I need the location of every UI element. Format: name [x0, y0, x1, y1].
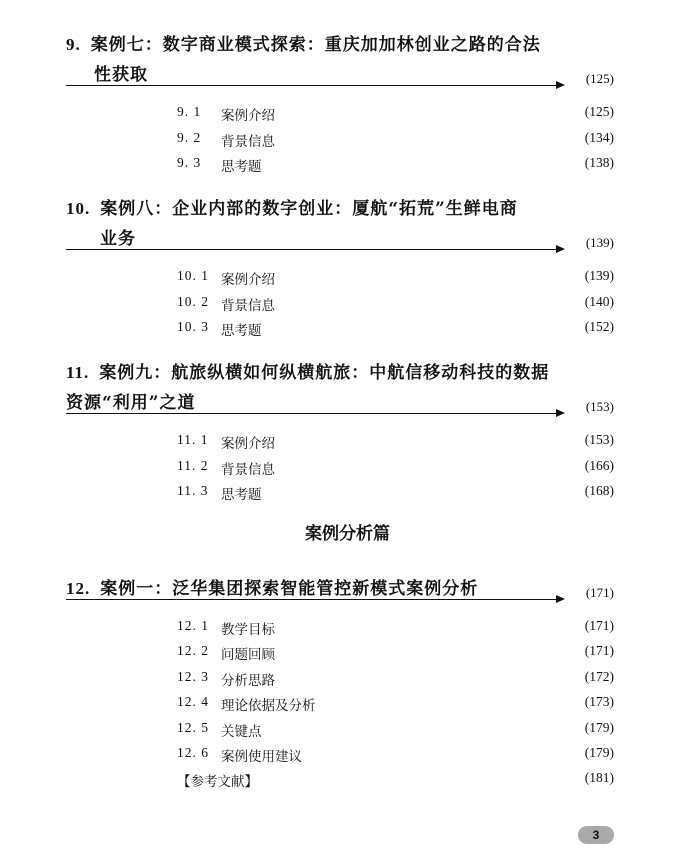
toc-section[interactable]	[177, 745, 614, 765]
section-number: 12. 4	[177, 694, 209, 709]
section-page: (140)	[584, 294, 614, 309]
chapter-title	[66, 574, 478, 599]
chapter-title-line2: 性获取	[94, 65, 148, 85]
section-title: 理论依据及分析	[221, 698, 316, 714]
chapter-title	[66, 358, 549, 383]
section-page: (179)	[584, 745, 614, 760]
toc-chapter-10[interactable]	[66, 194, 614, 249]
page-number-badge: 3	[578, 826, 614, 844]
section-title: 背景信息	[221, 462, 275, 478]
arrow-icon	[556, 245, 565, 253]
leader-line	[66, 599, 560, 600]
section-title: 思考题	[221, 487, 262, 503]
toc-section[interactable]	[177, 432, 614, 452]
chapter-page: (153)	[585, 399, 614, 414]
section-number: 12. 2	[177, 643, 209, 658]
section-number: 9. 1	[177, 104, 202, 119]
toc-section[interactable]	[177, 294, 614, 314]
toc-section[interactable]	[177, 694, 614, 714]
chapter-title-line1: 案例九：航旅纵横如何纵横航旅：中航信移动科技的数据	[99, 363, 550, 383]
chapter-title-line2: 业务	[100, 229, 136, 249]
section-number: 11. 3	[177, 483, 209, 498]
leader-line	[66, 85, 560, 86]
chapter-title	[66, 194, 518, 219]
section-page: (153)	[584, 432, 614, 447]
toc-section[interactable]	[177, 720, 614, 740]
section-title: 案例介绍	[221, 272, 275, 288]
section-number: 12. 1	[177, 618, 209, 633]
toc-section[interactable]	[177, 458, 614, 478]
section-title: 分析思路	[221, 673, 275, 689]
toc-section[interactable]	[177, 130, 614, 150]
section-title: 背景信息	[221, 298, 275, 314]
section-number: 9. 2	[177, 130, 202, 145]
toc-chapter-9[interactable]	[66, 30, 614, 85]
toc-section[interactable]	[177, 483, 614, 503]
section-page: (173)	[584, 694, 614, 709]
section-page: (139)	[584, 268, 614, 283]
section-title: 思考题	[221, 323, 262, 339]
toc-chapter-12[interactable]	[66, 574, 614, 604]
toc-references[interactable]	[177, 770, 614, 790]
chapter-number: 9.	[66, 35, 81, 54]
section-number: 10. 3	[177, 319, 209, 334]
arrow-icon	[556, 81, 565, 89]
toc-section[interactable]	[177, 268, 614, 288]
section-page: (134)	[584, 130, 614, 145]
arrow-icon	[556, 595, 565, 603]
section-page: (172)	[584, 669, 614, 684]
section-number: 12. 6	[177, 745, 209, 760]
toc-section[interactable]	[177, 643, 614, 663]
section-page: (179)	[584, 720, 614, 735]
toc-section[interactable]	[177, 319, 614, 339]
leader-line	[66, 249, 560, 250]
section-title: 问题回顾	[221, 647, 275, 663]
section-title: 关键点	[221, 724, 262, 740]
section-title: 案例介绍	[221, 108, 275, 124]
section-title: 案例使用建议	[221, 749, 302, 765]
section-number: 9. 3	[177, 155, 202, 170]
chapter-page: (139)	[585, 235, 614, 250]
chapter-title	[66, 30, 541, 55]
section-number: 12. 3	[177, 669, 209, 684]
chapter-number: 12.	[66, 579, 91, 598]
section-page: (138)	[584, 155, 614, 170]
section-page: (168)	[584, 483, 614, 498]
section-number: 11. 2	[177, 458, 209, 473]
chapter-title-line2: 资源“利用”之道	[66, 393, 196, 413]
section-number: 10. 1	[177, 268, 209, 283]
toc-chapter-11[interactable]	[66, 358, 614, 413]
section-page: (171)	[584, 643, 614, 658]
chapter-title-line1: 案例七：数字商业模式探索：重庆加加林创业之路的合法	[90, 35, 541, 55]
chapter-title-line1: 案例一：泛华集团探索智能管控新模式案例分析	[100, 579, 479, 599]
toc-section[interactable]	[177, 618, 614, 638]
toc-section[interactable]	[177, 104, 614, 124]
section-page: (166)	[584, 458, 614, 473]
chapter-page: (171)	[585, 585, 614, 600]
section-title: 案例介绍	[221, 436, 275, 452]
section-number: 12. 5	[177, 720, 209, 735]
chapter-title-line1: 案例八：企业内部的数字创业：厦航“拓荒”生鲜电商	[100, 199, 518, 219]
part-title: 案例分析篇	[305, 524, 390, 544]
chapter-number: 10.	[66, 199, 91, 218]
toc-section[interactable]	[177, 669, 614, 689]
arrow-icon	[556, 409, 565, 417]
chapter-number: 11.	[66, 363, 90, 382]
section-number: 10. 2	[177, 294, 209, 309]
section-page: (152)	[584, 319, 614, 334]
leader-line	[66, 413, 560, 414]
section-title: 背景信息	[221, 134, 275, 150]
section-page: (125)	[584, 104, 614, 119]
chapter-page: (125)	[585, 71, 614, 86]
section-page: (171)	[584, 618, 614, 633]
references-page: (181)	[584, 770, 614, 785]
toc-section[interactable]	[177, 155, 614, 175]
section-number: 11. 1	[177, 432, 209, 447]
section-title: 思考题	[221, 159, 262, 175]
section-title: 教学目标	[221, 622, 275, 638]
references-title: 【参考文献】	[177, 774, 258, 790]
